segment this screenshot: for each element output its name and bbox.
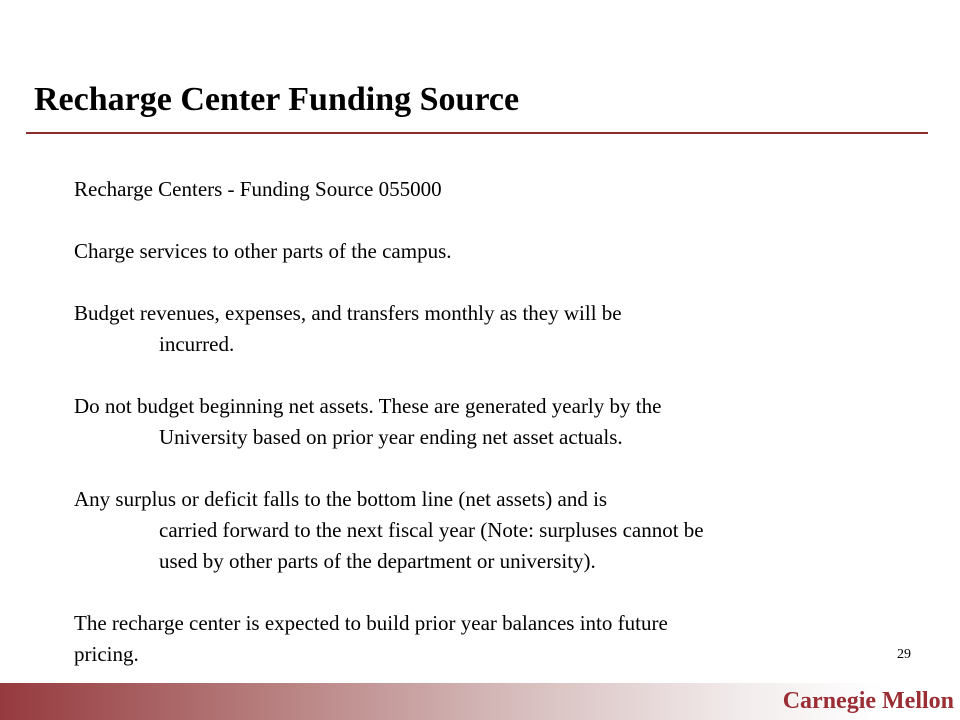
paragraph-surplus-deficit-line2: carried forward to the next fiscal year (Note: surpluses cannot be [159,518,704,542]
paragraph-prior-year-balances-line1: The recharge center is expected to build prior year balances into future [74,611,668,635]
paragraph-budget-revenues-line1: Budget revenues, expenses, and transfers monthly as they will be [74,301,622,325]
title-divider [26,132,928,134]
slide-body [74,174,874,670]
paragraph-surplus-deficit-line1: Any surplus or deficit falls to the bottom line (net assets) and is [74,487,608,511]
paragraph-charge-services-text: Charge services to other parts of the campus. [74,239,452,263]
paragraph-net-assets [74,391,874,453]
paragraph-net-assets-line1: Do not budget beginning net assets. These are generated yearly by the [74,394,662,418]
paragraph-prior-year-balances-line2: pricing. [74,642,139,666]
paragraph-funding-source-text: Recharge Centers - Funding Source 055000 [74,177,442,201]
slide-title: Recharge Center Funding Source [34,81,520,118]
paragraph-prior-year-balances [74,608,874,670]
page-number: 29 [897,647,911,662]
paragraph-surplus-deficit [74,484,874,577]
paragraph-net-assets-line2: University based on prior year ending net asset actuals. [159,425,623,449]
paragraph-surplus-deficit-line3: used by other parts of the department or university). [159,549,596,573]
paragraph-budget-revenues [74,298,874,360]
footer-brand-logo: Carnegie Mellon [782,688,954,714]
paragraph-budget-revenues-line2: incurred. [159,332,235,356]
paragraph-funding-source [74,174,874,205]
paragraph-charge-services [74,236,874,267]
